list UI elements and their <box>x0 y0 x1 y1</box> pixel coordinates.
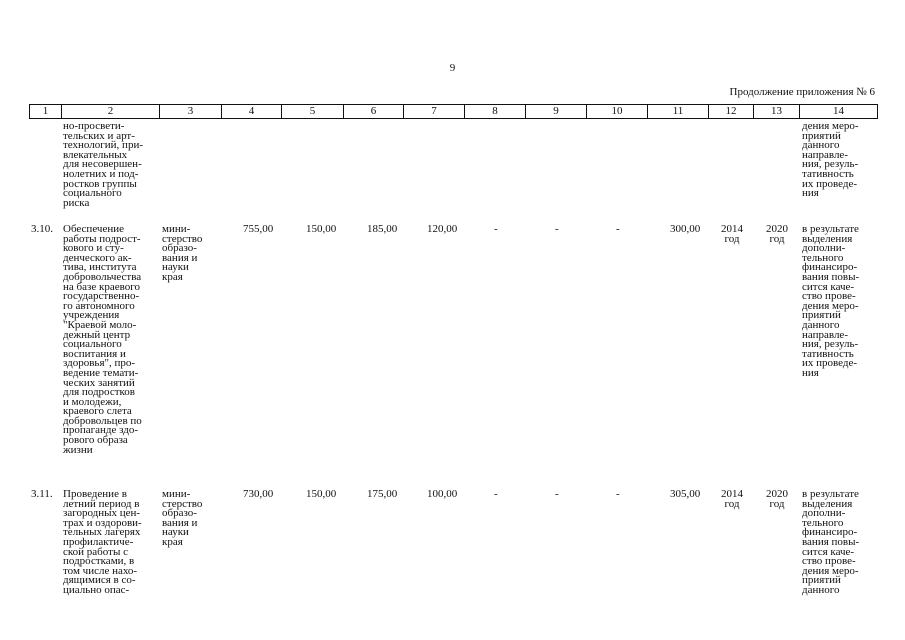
row-executor: мини- стерство образо- вания и науки края <box>162 488 203 548</box>
row-col-9: - <box>555 223 559 235</box>
header-cell: 9 <box>526 105 587 119</box>
row-col-9: - <box>555 488 559 500</box>
row-executor: мини- стерство образо- вания и науки края <box>162 223 203 283</box>
column-header-row <box>29 104 878 119</box>
header-cell: 10 <box>587 105 648 119</box>
row-col-10: - <box>616 488 620 500</box>
continuation-description: но-просвети- тельских и арт- технологий, при- влекательных для несовершен- нолетних и под- ростков группы социального риска <box>63 120 143 209</box>
header-cell: 2 <box>62 105 160 119</box>
row-col-10: - <box>616 223 620 235</box>
header-cell: 12 <box>709 105 754 119</box>
row-year-2: 185,00 <box>367 223 398 235</box>
row-year-1: 150,00 <box>306 223 337 235</box>
header-cell: 7 <box>404 105 465 119</box>
row-year-2: 175,00 <box>367 488 398 500</box>
row-col-8: - <box>494 223 498 235</box>
row-end-year: 2020 год <box>766 223 788 245</box>
row-total: 755,00 <box>243 223 274 235</box>
header-cell: 14 <box>800 105 878 119</box>
header-cell: 8 <box>465 105 526 119</box>
row-number: 3.10. <box>31 223 53 235</box>
row-col-11: 305,00 <box>670 488 701 500</box>
header-cell: 5 <box>282 105 344 119</box>
row-year-1: 150,00 <box>306 488 337 500</box>
row-result: в результате выделения дополни- тельного финансиро- вания повы- сится каче- ство прове- дения меро- приятий данного направле- ния, резуль- тативность их проведе- ния <box>802 223 860 379</box>
row-year-3: 100,00 <box>427 488 458 500</box>
appendix-caption: Продолжение приложения № 6 <box>729 86 875 98</box>
row-end-year: 2020 год <box>766 488 788 510</box>
header-cell: 11 <box>648 105 709 119</box>
row-col-11: 300,00 <box>670 223 701 235</box>
header-cell: 1 <box>30 105 62 119</box>
row-col-8: - <box>494 488 498 500</box>
continuation-result: дения меро- приятий данного направле- ния, резуль- тативность их проведе- ния <box>802 120 859 200</box>
row-start-year: 2014 год <box>721 223 743 245</box>
row-year-3: 120,00 <box>427 223 458 235</box>
header-cell: 4 <box>222 105 282 119</box>
row-description: Обеспечение работы подрост- кового и сту- денческого ак- тива, института добровольчества на базе краевого государственно- го автономного учреждения "Краевой моло- дежный центр социального воспитания и здоровья", про- ведение темати- ческих занятий для подростков и молодежи, краевого слета добровольцев по пропаганде здо- рового образа жизни <box>63 223 142 456</box>
row-total: 730,00 <box>243 488 274 500</box>
page-number: 9 <box>449 62 456 74</box>
row-result: в результате выделения дополни- тельного финансиро- вания повы- сится каче- ство прове- дения меро- приятий данного <box>802 488 860 596</box>
row-start-year: 2014 год <box>721 488 743 510</box>
row-description: Проведение в летний период в загородных цен- трах и оздорови- тельных лагерях профилактиче- ской работы с подростками, в том числе нахо- дящимися в со- циально опас- <box>63 488 142 596</box>
header-cell: 6 <box>344 105 404 119</box>
header-cell: 3 <box>160 105 222 119</box>
header-cell: 13 <box>754 105 800 119</box>
row-number: 3.11. <box>31 488 53 500</box>
